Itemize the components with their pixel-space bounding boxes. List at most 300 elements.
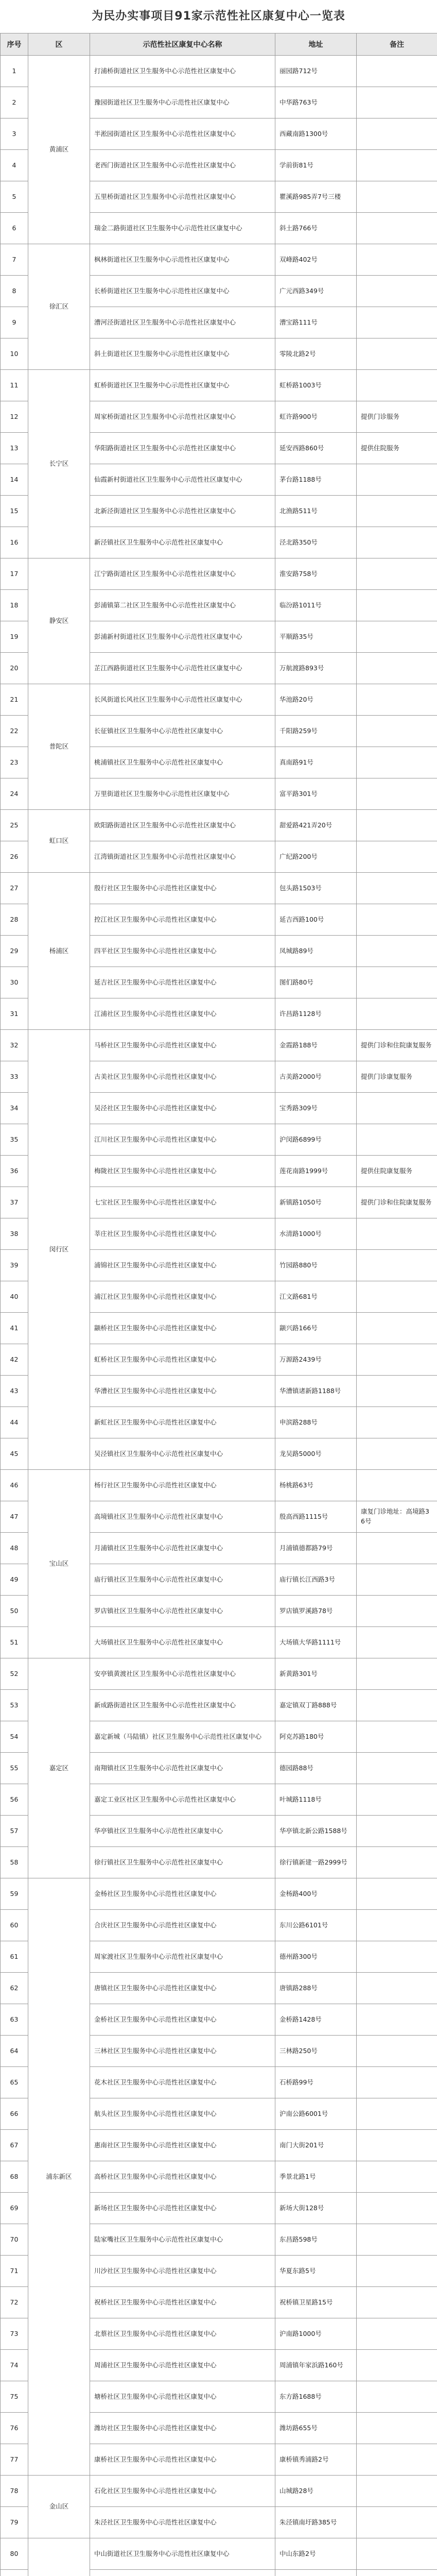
center-name: 七宝社区卫生服务中心示范性社区康复中心 — [90, 1187, 275, 1218]
center-name: 陆家嘴社区卫生服务中心示范性社区康复中心 — [90, 2224, 275, 2256]
center-address: 申滨路288号 — [275, 1407, 357, 1438]
center-name: 古美社区卫生服务中心示范性社区康复中心 — [90, 1061, 275, 1093]
row-number: 66 — [1, 2098, 28, 2130]
district-cell: 虹口区 — [28, 810, 90, 873]
center-address: 富平路301号 — [275, 778, 357, 810]
center-name: 北蔡社区卫生服务中心示范性社区康复中心 — [90, 2318, 275, 2350]
center-name: 控江社区卫生服务中心示范性社区康复中心 — [90, 904, 275, 936]
row-number: 32 — [1, 1030, 28, 1061]
center-address: 叶城路1118号 — [275, 1784, 357, 1816]
center-address: 徐行镇新建一路2999号 — [275, 1847, 357, 1878]
center-note — [357, 244, 437, 276]
center-address: 莲花南路1999号 — [275, 1156, 357, 1187]
center-note — [357, 1941, 437, 1973]
center-address: 金杨路400号 — [275, 1878, 357, 1910]
center-name: 江宁路街道社区卫生服务中心示范性社区康复中心 — [90, 558, 275, 590]
center-address: 阿克苏路180号 — [275, 1721, 357, 1753]
center-note — [357, 1564, 437, 1596]
center-note — [357, 2570, 437, 2576]
center-note — [357, 1721, 437, 1753]
center-name: 四平社区卫生服务中心示范性社区康复中心 — [90, 936, 275, 967]
center-address: 虹桥路1003号 — [275, 370, 357, 401]
center-note: 提供门诊康复服务 — [357, 1061, 437, 1093]
row-number: 25 — [1, 810, 28, 841]
row-number: 47 — [1, 1501, 28, 1533]
center-address: 图们路80号 — [275, 967, 357, 998]
center-address: 泾北路350号 — [275, 527, 357, 558]
district-cell: 长宁区 — [28, 370, 90, 558]
row-number: 40 — [1, 1281, 28, 1313]
row-number: 8 — [1, 276, 28, 307]
center-note — [357, 2318, 437, 2350]
header-address: 地址 — [275, 33, 357, 56]
center-address: 学前街81号 — [275, 150, 357, 181]
document-title: 为民办实事项目91家示范性社区康复中心一览表 — [92, 10, 345, 23]
row-number: 44 — [1, 1407, 28, 1438]
center-name: 合庆社区卫生服务中心示范性社区康复中心 — [90, 1910, 275, 1941]
center-address: 华亭镇北新公路1588号 — [275, 1816, 357, 1847]
center-note — [357, 1533, 437, 1564]
center-address: 瞿溪路985弄7号三楼 — [275, 181, 357, 213]
center-name: 北新泾街道社区卫生服务中心示范性社区康复中心 — [90, 496, 275, 527]
center-note — [357, 1124, 437, 1156]
center-name: 塘桥社区卫生服务中心示范性社区康复中心 — [90, 2381, 275, 2413]
center-name: 周家渡社区卫生服务中心示范性社区康复中心 — [90, 1941, 275, 1973]
header-num: 序号 — [1, 33, 28, 56]
center-address: 颛兴路166号 — [275, 1313, 357, 1344]
row-number: 72 — [1, 2287, 28, 2318]
center-address: 古美路2000号 — [275, 1061, 357, 1093]
center-address: 许昌路1128号 — [275, 998, 357, 1030]
row-number: 42 — [1, 1344, 28, 1376]
row-number: 10 — [1, 338, 28, 370]
center-address: 季景北路1号 — [275, 2161, 357, 2193]
district-cell: 黄浦区 — [28, 56, 90, 244]
center-address: 零陵北路2号 — [275, 338, 357, 370]
center-note — [357, 2224, 437, 2256]
center-note — [357, 936, 437, 967]
center-note — [357, 2381, 437, 2413]
row-number: 41 — [1, 1313, 28, 1344]
center-name — [90, 2570, 275, 2576]
center-address: 殷高西路1115号 — [275, 1501, 357, 1533]
center-note — [357, 841, 437, 873]
center-address: 华夏东路5号 — [275, 2256, 357, 2287]
center-name: 嘉定工业区社区卫生服务中心示范性社区康复中心 — [90, 1784, 275, 1816]
row-number: 18 — [1, 590, 28, 621]
center-address: 嘉定镇双丁路888号 — [275, 1690, 357, 1721]
center-name: 新虹社区卫生服务中心示范性社区康复中心 — [90, 1407, 275, 1438]
center-note — [357, 778, 437, 810]
center-name: 花木社区卫生服务中心示范性社区康复中心 — [90, 2067, 275, 2098]
center-name: 新泾镇社区卫生服务中心示范性社区康复中心 — [90, 527, 275, 558]
row-number: 17 — [1, 558, 28, 590]
table-row — [1, 244, 437, 276]
center-address: 新镇路1050号 — [275, 1187, 357, 1218]
row-number: 22 — [1, 716, 28, 747]
row-number: 62 — [1, 1973, 28, 2004]
table-header-row — [1, 33, 437, 56]
row-number: 15 — [1, 496, 28, 527]
center-note — [357, 590, 437, 621]
center-address: 潍坊路655号 — [275, 2413, 357, 2444]
center-name: 浦锦社区卫生服务中心示范性社区康复中心 — [90, 1250, 275, 1281]
center-note — [357, 181, 437, 213]
row-number: 6 — [1, 213, 28, 244]
row-number: 55 — [1, 1753, 28, 1784]
table-row — [1, 1470, 437, 1501]
center-note — [357, 747, 437, 778]
center-note: 提供住院服务 — [357, 433, 437, 464]
table-row — [1, 810, 437, 841]
center-name: 徐行镇社区卫生服务中心示范性社区康复中心 — [90, 1847, 275, 1878]
row-number: 76 — [1, 2413, 28, 2444]
row-number: 52 — [1, 1658, 28, 1690]
header-district: 区 — [28, 33, 90, 56]
center-address: 虹许路900号 — [275, 401, 357, 433]
row-number: 46 — [1, 1470, 28, 1501]
center-name: 庙行镇社区卫生服务中心示范性社区康复中心 — [90, 1564, 275, 1596]
row-number: 63 — [1, 2004, 28, 2036]
row-number: 14 — [1, 464, 28, 496]
center-address: 万源路2439号 — [275, 1344, 357, 1376]
table-row — [1, 873, 437, 904]
center-note — [357, 2067, 437, 2098]
center-note — [357, 2193, 437, 2224]
row-number: 13 — [1, 433, 28, 464]
center-address: 龙吴路5000号 — [275, 1438, 357, 1470]
row-number — [1, 2570, 28, 2576]
center-name: 延吉社区卫生服务中心示范性社区康复中心 — [90, 967, 275, 998]
center-name: 航头社区卫生服务中心示范性社区康复中心 — [90, 2098, 275, 2130]
center-name: 三林社区卫生服务中心示范性社区康复中心 — [90, 2036, 275, 2067]
table-row — [1, 56, 437, 87]
row-number: 50 — [1, 1596, 28, 1627]
row-number: 74 — [1, 2350, 28, 2381]
row-number: 68 — [1, 2161, 28, 2193]
center-address: 沪南公路6001号 — [275, 2098, 357, 2130]
center-note — [357, 2004, 437, 2036]
center-note — [357, 1784, 437, 1816]
row-number: 69 — [1, 2193, 28, 2224]
center-name: 新成路街道社区卫生服务中心示范性社区康复中心 — [90, 1690, 275, 1721]
center-note — [357, 527, 437, 558]
center-note — [357, 2350, 437, 2381]
center-name: 潍坊社区卫生服务中心示范性社区康复中心 — [90, 2413, 275, 2444]
center-note — [357, 1816, 437, 1847]
center-note — [357, 1658, 437, 1690]
center-name: 金桥社区卫生服务中心示范性社区康复中心 — [90, 2004, 275, 2036]
center-address: 中华路763号 — [275, 87, 357, 118]
row-number: 49 — [1, 1564, 28, 1596]
center-address: 杨桃路63号 — [275, 1470, 357, 1501]
center-name: 芷江西路街道社区卫生服务中心示范性社区康复中心 — [90, 653, 275, 684]
center-note — [357, 213, 437, 244]
center-note: 提供门诊和住院康复服务 — [357, 1030, 437, 1061]
center-note — [357, 1627, 437, 1658]
row-number: 51 — [1, 1627, 28, 1658]
center-note — [357, 150, 437, 181]
center-note — [357, 1753, 437, 1784]
row-number: 30 — [1, 967, 28, 998]
center-address: 石桥路99号 — [275, 2067, 357, 2098]
center-address: 庙行镇长江西路3号 — [275, 1564, 357, 1596]
row-number: 71 — [1, 2256, 28, 2287]
center-note — [357, 2036, 437, 2067]
center-note — [357, 338, 437, 370]
center-name: 高桥社区卫生服务中心示范性社区康复中心 — [90, 2161, 275, 2193]
row-number: 16 — [1, 527, 28, 558]
center-note — [357, 1313, 437, 1344]
center-note — [357, 1376, 437, 1407]
center-name: 彭浦镇第二社区卫生服务中心示范性社区康复中心 — [90, 590, 275, 621]
center-name: 马桥社区卫生服务中心示范性社区康复中心 — [90, 1030, 275, 1061]
district-cell: 普陀区 — [28, 684, 90, 810]
center-name: 罗店镇社区卫生服务中心示范性社区康复中心 — [90, 1596, 275, 1627]
center-address: 江文路681号 — [275, 1281, 357, 1313]
header-note: 备注 — [357, 33, 437, 56]
center-name: 惠南社区卫生服务中心示范性社区康复中心 — [90, 2130, 275, 2161]
center-address: 临汾路1011号 — [275, 590, 357, 621]
row-number: 33 — [1, 1061, 28, 1093]
row-number: 48 — [1, 1533, 28, 1564]
center-note: 提供住院康复服务 — [357, 1156, 437, 1187]
center-address: 西藏南路1300号 — [275, 118, 357, 150]
center-address: 山城路28号 — [275, 2476, 357, 2507]
row-number: 19 — [1, 621, 28, 653]
table-row — [1, 1658, 437, 1690]
center-address: 祝桥镇卫星路15号 — [275, 2287, 357, 2318]
row-number: 67 — [1, 2130, 28, 2161]
row-number: 37 — [1, 1187, 28, 1218]
row-number: 59 — [1, 1878, 28, 1910]
center-note — [357, 684, 437, 716]
row-number: 28 — [1, 904, 28, 936]
center-address: 茅台路1188号 — [275, 464, 357, 496]
center-address: 周浦镇年家浜路160号 — [275, 2350, 357, 2381]
row-number: 20 — [1, 653, 28, 684]
center-name: 杨行社区卫生服务中心示范性社区康复中心 — [90, 1470, 275, 1501]
center-note — [357, 464, 437, 496]
row-number: 21 — [1, 684, 28, 716]
center-name: 打浦桥街道社区卫生服务中心示范性社区康复中心 — [90, 56, 275, 87]
center-address: 中山东路2号 — [275, 2538, 357, 2570]
center-address: 金桥路1428号 — [275, 2004, 357, 2036]
center-name: 欧阳路街道社区卫生服务中心示范性社区康复中心 — [90, 810, 275, 841]
center-note — [357, 1438, 437, 1470]
center-name: 江浦社区卫生服务中心示范性社区康复中心 — [90, 998, 275, 1030]
row-number: 31 — [1, 998, 28, 1030]
table-row — [1, 2476, 437, 2507]
center-address: 南门大街201号 — [275, 2130, 357, 2161]
center-name: 中山街道社区卫生服务中心示范性社区康复中心 — [90, 2538, 275, 2570]
center-name: 长征镇社区卫生服务中心示范性社区康复中心 — [90, 716, 275, 747]
center-address: 千阳路259号 — [275, 716, 357, 747]
row-number: 11 — [1, 370, 28, 401]
center-note — [357, 1847, 437, 1878]
row-number: 60 — [1, 1910, 28, 1941]
center-address: 东昌路598号 — [275, 2224, 357, 2256]
center-note — [357, 1218, 437, 1250]
center-note — [357, 1344, 437, 1376]
row-number: 29 — [1, 936, 28, 967]
center-note: 提供门诊和住院康复服务 — [357, 1187, 437, 1218]
row-number: 54 — [1, 1721, 28, 1753]
row-number: 35 — [1, 1124, 28, 1156]
table-row — [1, 1878, 437, 1910]
center-address: 月浦镇德都路79号 — [275, 1533, 357, 1564]
row-number: 70 — [1, 2224, 28, 2256]
center-address: 华池路20号 — [275, 684, 357, 716]
center-name: 颛桥社区卫生服务中心示范性社区康复中心 — [90, 1313, 275, 1344]
center-note — [357, 56, 437, 87]
center-name: 月浦镇社区卫生服务中心示范性社区康复中心 — [90, 1533, 275, 1564]
center-note: 提供门诊服务 — [357, 401, 437, 433]
row-number: 75 — [1, 2381, 28, 2413]
row-number: 7 — [1, 244, 28, 276]
row-number: 64 — [1, 2036, 28, 2067]
center-note — [357, 1878, 437, 1910]
center-note — [357, 2444, 437, 2476]
rehab-center-table — [0, 33, 437, 2576]
center-note — [357, 1470, 437, 1501]
center-address: 淮安路758号 — [275, 558, 357, 590]
row-number: 79 — [1, 2507, 28, 2538]
center-name: 安亭镇黄渡社区卫生服务中心示范性社区康复中心 — [90, 1658, 275, 1690]
center-note — [357, 1407, 437, 1438]
center-address: 罗店镇罗溪路78号 — [275, 1596, 357, 1627]
center-name: 金杨社区卫生服务中心示范性社区康复中心 — [90, 1878, 275, 1910]
center-name: 吴泾镇社区卫生服务中心示范性社区康复中心 — [90, 1438, 275, 1470]
center-name: 周浦社区卫生服务中心示范性社区康复中心 — [90, 2350, 275, 2381]
center-name: 桃浦镇社区卫生服务中心示范性社区康复中心 — [90, 747, 275, 778]
center-name: 华亭镇社区卫生服务中心示范性社区康复中心 — [90, 1816, 275, 1847]
row-number: 23 — [1, 747, 28, 778]
district-cell: 杨浦区 — [28, 873, 90, 1030]
center-note — [357, 2476, 437, 2507]
district-cell: 宝山区 — [28, 1470, 90, 1658]
center-note — [357, 1093, 437, 1124]
row-number: 45 — [1, 1438, 28, 1470]
center-name: 瑞金二路街道社区卫生服务中心示范性社区康复中心 — [90, 213, 275, 244]
center-name: 枫林街道社区卫生服务中心示范性社区康复中心 — [90, 244, 275, 276]
center-note — [357, 653, 437, 684]
center-note — [357, 87, 437, 118]
center-note — [357, 1596, 437, 1627]
center-note — [357, 873, 437, 904]
center-address: 东川公路6101号 — [275, 1910, 357, 1941]
center-note — [357, 2098, 437, 2130]
center-name: 长桥街道社区卫生服务中心示范性社区康复中心 — [90, 276, 275, 307]
center-note — [357, 2507, 437, 2538]
center-name: 殷行社区卫生服务中心示范性社区康复中心 — [90, 873, 275, 904]
table-row — [1, 558, 437, 590]
center-address: 竹园路880号 — [275, 1250, 357, 1281]
district-cell — [28, 2538, 90, 2576]
row-number: 78 — [1, 2476, 28, 2507]
center-address: 沪闵路6899号 — [275, 1124, 357, 1156]
row-number: 24 — [1, 778, 28, 810]
center-address — [275, 2570, 357, 2576]
center-address: 甜爱路421弄20号 — [275, 810, 357, 841]
center-note — [357, 496, 437, 527]
row-number: 2 — [1, 87, 28, 118]
center-address: 唐镇路288号 — [275, 1973, 357, 2004]
district-cell: 闵行区 — [28, 1030, 90, 1470]
center-address: 宝秀路309号 — [275, 1093, 357, 1124]
center-name: 江川社区卫生服务中心示范性社区康复中心 — [90, 1124, 275, 1156]
row-number: 73 — [1, 2318, 28, 2350]
row-number: 26 — [1, 841, 28, 873]
row-number: 43 — [1, 1376, 28, 1407]
center-name: 长风街道长风社区卫生服务中心示范性社区康复中心 — [90, 684, 275, 716]
center-name: 新场社区卫生服务中心示范性社区康复中心 — [90, 2193, 275, 2224]
row-number: 53 — [1, 1690, 28, 1721]
center-note — [357, 307, 437, 338]
center-address: 双峰路402号 — [275, 244, 357, 276]
row-number: 12 — [1, 401, 28, 433]
center-address: 延吉西路100号 — [275, 904, 357, 936]
center-note — [357, 2161, 437, 2193]
district-cell: 嘉定区 — [28, 1658, 90, 1878]
center-address: 康桥镇秀浦路2号 — [275, 2444, 357, 2476]
center-note — [357, 370, 437, 401]
center-name: 豫园街道社区卫生服务中心示范性社区康复中心 — [90, 87, 275, 118]
table-row — [1, 684, 437, 716]
center-note — [357, 967, 437, 998]
center-name: 漕河泾街道社区卫生服务中心示范性社区康复中心 — [90, 307, 275, 338]
district-cell: 静安区 — [28, 558, 90, 684]
center-address: 水清路1000号 — [275, 1218, 357, 1250]
row-number: 27 — [1, 873, 28, 904]
center-note — [357, 2287, 437, 2318]
table-row — [1, 370, 437, 401]
center-name: 周家桥街道社区卫生服务中心示范性社区康复中心 — [90, 401, 275, 433]
district-cell: 徐汇区 — [28, 244, 90, 370]
center-note — [357, 621, 437, 653]
row-number: 34 — [1, 1093, 28, 1124]
center-name: 半淞园街道社区卫生服务中心示范性社区康复中心 — [90, 118, 275, 150]
header-name: 示范性社区康复中心名称 — [90, 33, 275, 56]
center-name: 吴泾社区卫生服务中心示范性社区康复中心 — [90, 1093, 275, 1124]
center-address: 包头路1503号 — [275, 873, 357, 904]
center-address: 大场镇大华路1111号 — [275, 1627, 357, 1658]
center-name: 康桥社区卫生服务中心示范性社区康复中心 — [90, 2444, 275, 2476]
table-row — [1, 1030, 437, 1061]
center-address: 凤城路89号 — [275, 936, 357, 967]
center-address: 三林路250号 — [275, 2036, 357, 2067]
center-note — [357, 716, 437, 747]
center-note — [357, 276, 437, 307]
center-address: 德州路300号 — [275, 1941, 357, 1973]
center-name: 老西门街道社区卫生服务中心示范性社区康复中心 — [90, 150, 275, 181]
center-name: 梅陇社区卫生服务中心示范性社区康复中心 — [90, 1156, 275, 1187]
center-name: 莘庄社区卫生服务中心示范性社区康复中心 — [90, 1218, 275, 1250]
center-note — [357, 1250, 437, 1281]
row-number: 39 — [1, 1250, 28, 1281]
center-note — [357, 558, 437, 590]
center-name: 仙霞新村街道社区卫生服务中心示范性社区康复中心 — [90, 464, 275, 496]
center-note — [357, 118, 437, 150]
center-note — [357, 2413, 437, 2444]
row-number: 4 — [1, 150, 28, 181]
center-note — [357, 2130, 437, 2161]
row-number: 9 — [1, 307, 28, 338]
row-number: 5 — [1, 181, 28, 213]
center-note — [357, 1281, 437, 1313]
center-address: 华漕镇诸新路1188号 — [275, 1376, 357, 1407]
center-address: 万航渡路893号 — [275, 653, 357, 684]
